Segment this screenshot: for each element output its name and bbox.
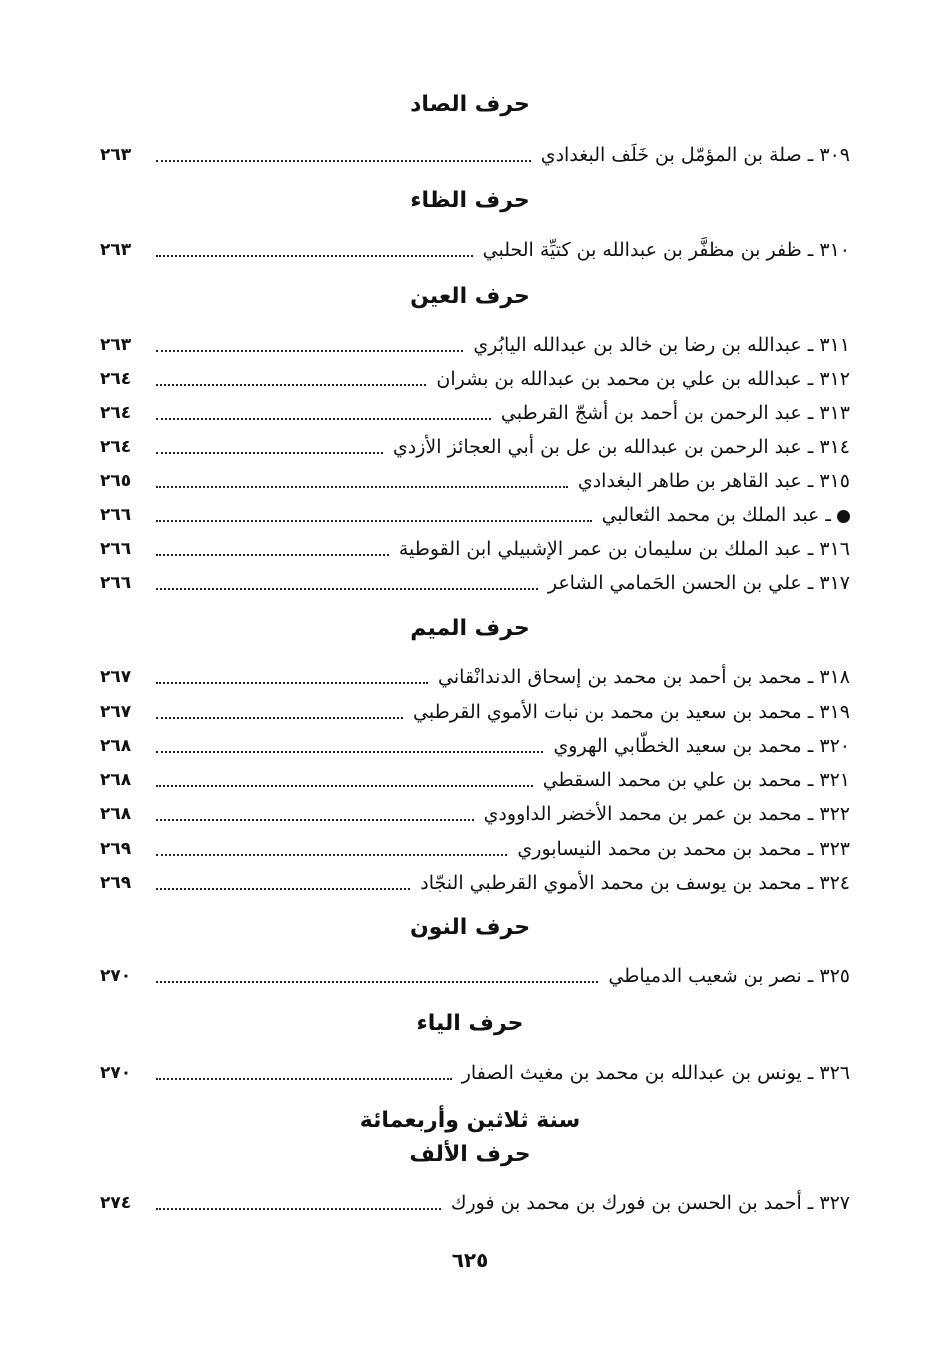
dot-leader xyxy=(156,854,507,856)
year-heading: سنة ثلاثين وأربعمائة xyxy=(359,1108,581,1133)
entry-page: ٢٦٩ xyxy=(100,873,132,893)
page-number: ٦٢٥ xyxy=(451,1248,489,1272)
index-entry xyxy=(100,961,850,991)
index-entry xyxy=(100,662,850,692)
dot-leader xyxy=(156,350,463,352)
dot-leader xyxy=(156,785,533,787)
entry-name: ٣٢٠ ـ محمد بن سعيد الخطّابي الهروي xyxy=(553,735,850,757)
section-heading-ain: حرف العين xyxy=(410,284,530,309)
entry-name: ٣٢١ ـ محمد بن علي بن محمد السقطي xyxy=(542,769,850,791)
entry-page: ٢٦٦ xyxy=(100,539,132,559)
entry-name xyxy=(602,504,850,526)
entry-page: ٢٦٧ xyxy=(100,702,132,722)
entry-name: ٣٢٦ ـ يونس بن عبدالله بن محمد بن مغيث الصفار xyxy=(461,1062,850,1084)
index-entry xyxy=(100,534,850,564)
index-entry xyxy=(100,364,850,394)
bullet-icon xyxy=(837,510,850,523)
dot-leader xyxy=(156,486,568,488)
index-entry xyxy=(100,500,850,530)
entry-page: ٢٦٣ xyxy=(100,145,132,165)
entry-name: ٣١٣ ـ عبد الرحمن بن أحمد بن أشجّ القرطبي xyxy=(500,402,850,424)
dot-leader xyxy=(156,554,389,556)
entry-name: ٣١٧ ـ علي بن الحسن الحَمامي الشاعر xyxy=(547,572,850,594)
index-entry xyxy=(100,765,850,795)
entry-page: ٢٦٩ xyxy=(100,839,132,859)
dot-leader xyxy=(156,1208,441,1210)
index-entry xyxy=(100,568,850,598)
index-entry xyxy=(100,140,850,170)
entry-page: ٢٦٤ xyxy=(100,437,132,457)
dot-leader xyxy=(156,981,598,983)
entry-name: ٣١١ ـ عبدالله بن رضا بن خالد بن عبدالله اليابُري xyxy=(473,334,850,356)
index-entry xyxy=(100,1058,850,1088)
dot-leader xyxy=(156,819,474,821)
section-heading-zah: حرف الظاء xyxy=(410,188,530,213)
entry-page: ٢٦٣ xyxy=(100,240,132,260)
dot-leader xyxy=(156,384,426,386)
entry-name: ٣٠٩ ـ صلة بن المؤمّل بن خَلَف البغدادي xyxy=(540,144,850,166)
entry-name: ٣٢٢ ـ محمد بن عمر بن محمد الأخضر الداوودي xyxy=(483,803,850,825)
dot-leader xyxy=(156,888,410,890)
section-heading-alif: حرف الألف xyxy=(409,1142,531,1167)
index-entry xyxy=(100,799,850,829)
entry-page: ٢٦٤ xyxy=(100,369,132,389)
dot-leader xyxy=(156,520,592,522)
entry-page: ٢٦٥ xyxy=(100,471,132,491)
index-entry xyxy=(100,235,850,265)
entry-name: ٣٢٧ ـ أحمد بن الحسن بن فورك بن محمد بن فورك xyxy=(450,1192,850,1214)
entry-name-text: ـ عبد الملك بن محمد الثعالبي xyxy=(601,504,831,526)
index-entry xyxy=(100,330,850,360)
entry-page: ٢٦٤ xyxy=(100,403,132,423)
section-heading-yaa: حرف الياء xyxy=(416,1011,524,1036)
dot-leader xyxy=(156,682,428,684)
entry-name: ٣١٠ ـ ظفر بن مظفَّر بن عبدالله بن كتيِّة الحلبي xyxy=(482,239,850,261)
index-entry xyxy=(100,731,850,761)
entry-name: ٣١٩ ـ محمد بن سعيد بن محمد بن نبات الأموي القرطبي xyxy=(413,701,850,723)
entry-name: ٣١٤ ـ عبد الرحمن بن عبدالله بن عل بن أبي العجائز الأزدي xyxy=(392,436,850,458)
entry-name: ٣١٦ ـ عبد الملك بن سليمان بن عمر الإشبيلي ابن القوطية xyxy=(398,538,850,560)
dot-leader xyxy=(156,717,403,719)
entry-page: ٢٦٦ xyxy=(100,573,132,593)
dot-leader xyxy=(156,452,383,454)
entry-name: ٣١٨ ـ محمد بن أحمد بن محمد بن إسحاق الدندانْقاني xyxy=(438,666,850,688)
section-heading-noon: حرف النون xyxy=(409,915,531,940)
entry-page: ٢٦٨ xyxy=(100,804,132,824)
entry-name: ٣١٥ ـ عبد القاهر بن طاهر البغدادي xyxy=(577,470,850,492)
index-entry xyxy=(100,834,850,864)
dot-leader xyxy=(156,418,491,420)
entry-page: ٢٦٧ xyxy=(100,667,132,687)
entry-name: ٣٢٤ ـ محمد بن يوسف بن محمد الأموي القرطبي النجّاد xyxy=(420,872,850,894)
section-heading-meem: حرف الميم xyxy=(410,616,530,641)
dot-leader xyxy=(156,1078,452,1080)
entry-name: ٣١٢ ـ عبدالله بن علي بن محمد بن عبدالله بن بشران xyxy=(436,368,850,390)
dot-leader xyxy=(156,160,531,162)
entry-page: ٢٦٨ xyxy=(100,736,132,756)
entry-name: ٣٢٣ ـ محمد بن محمد بن محمد النيسابوري xyxy=(517,838,850,860)
entry-page: ٢٧٠ xyxy=(100,966,132,986)
entry-page: ٢٧٠ xyxy=(100,1063,132,1083)
index-entry xyxy=(100,868,850,898)
dot-leader xyxy=(156,588,538,590)
entry-page: ٢٧٤ xyxy=(100,1193,132,1213)
index-entry xyxy=(100,432,850,462)
section-heading-sad: حرف الصاد xyxy=(410,92,530,117)
entry-name: ٣٢٥ ـ نصر بن شعيب الدمياطي xyxy=(608,965,850,987)
dot-leader xyxy=(156,255,473,257)
index-entry xyxy=(100,398,850,428)
index-entry xyxy=(100,697,850,727)
entry-page: ٢٦٦ xyxy=(100,505,132,525)
entry-page: ٢٦٣ xyxy=(100,335,132,355)
index-entry xyxy=(100,466,850,496)
index-entry xyxy=(100,1188,850,1218)
dot-leader xyxy=(156,751,543,753)
entry-page: ٢٦٨ xyxy=(100,770,132,790)
